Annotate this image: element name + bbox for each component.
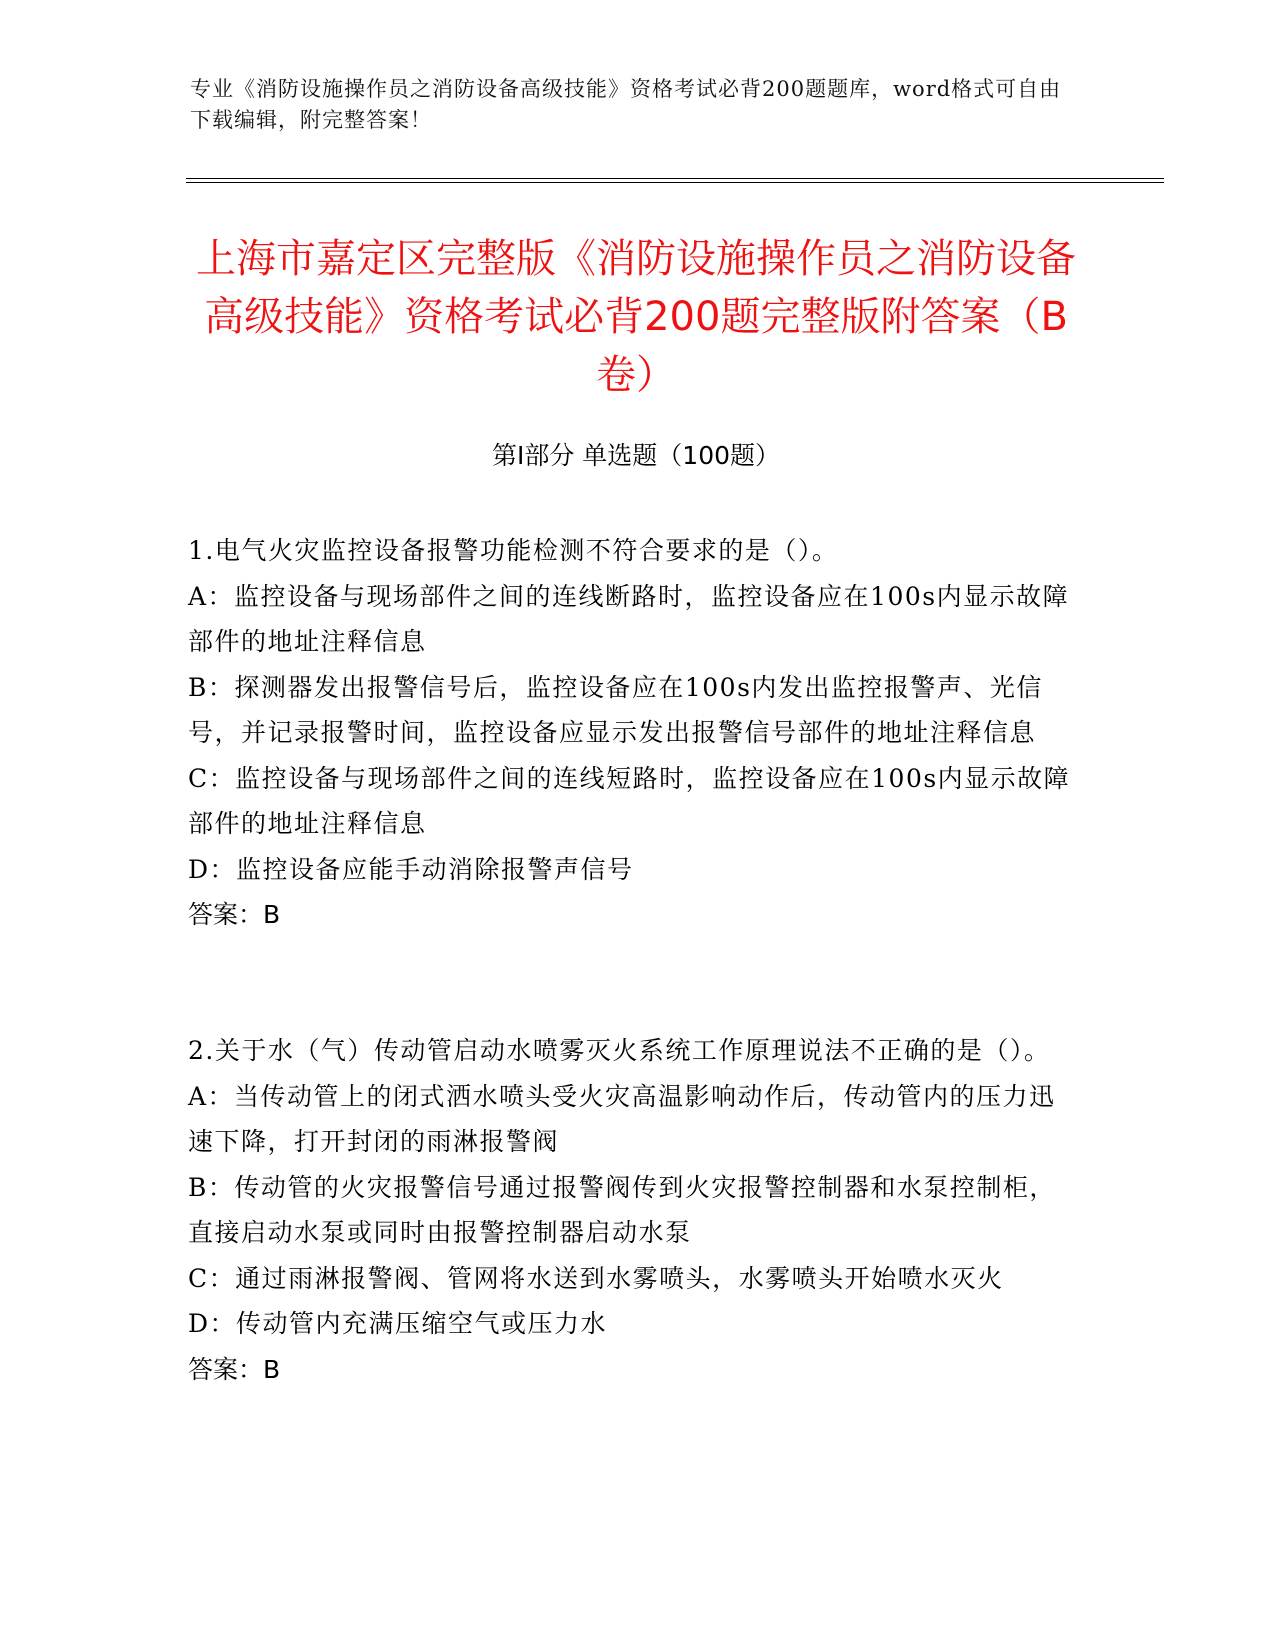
option-b: B：传动管的火灾报警信号通过报警阀传到火灾报警控制器和水泵控制柜，直接启动水泵或同时由报警控制器启动水泵 (188, 1172, 1056, 1247)
answer-label: 答案：B (188, 1354, 281, 1384)
header-divider-bottom (186, 182, 1164, 183)
document-title: 上海市嘉定区完整版《消防设施操作员之消防设备高级技能》资格考试必背200题完整版附答案（B卷） (196, 236, 1076, 398)
option-d: D：监控设备应能手动消除报警声信号 (188, 854, 634, 884)
option-d: D：传动管内充满压缩空气或压力水 (188, 1309, 608, 1338)
section-heading: 第Ⅰ部分 单选题（100题） (491, 441, 781, 470)
question-stem: 1.电气火灾监控设备报警功能检测不符合要求的是（）。 (188, 536, 839, 565)
option-a: A：监控设备与现场部件之间的连线断路时，监控设备应在100s内显示故障部件的地址注释信息 (188, 581, 1070, 656)
option-b: B：探测器发出报警信号后，监控设备应在100s内发出监控报警声、光信号，并记录报警时间，监控设备应显示发出报警信号部件的地址注释信息 (188, 672, 1043, 747)
option-c: C：通过雨淋报警阀、管网将水送到水雾喷头，水雾喷头开始喷水灭火 (188, 1263, 1004, 1293)
answer-label: 答案：B (188, 900, 281, 929)
option-a: A：当传动管上的闭式洒水喷头受火灾高温影响动作后，传动管内的压力迅速下降，打开封闭的雨淋报警阀 (188, 1081, 1056, 1156)
question-stem: 2.关于水（气）传动管启动水喷雾灭火系统工作原理说法不正确的是（）。 (188, 1036, 1051, 1065)
question-2 (188, 1028, 1078, 1392)
header-divider-top (186, 178, 1164, 179)
question-1 (188, 528, 1078, 938)
option-c: C：监控设备与现场部件之间的连线短路时，监控设备应在100s内显示故障部件的地址注释信息 (188, 763, 1071, 838)
header-note: 专业《消防设施操作员之消防设备高级技能》资格考试必背200题题库，word格式可自由下载编辑，附完整答案！ (190, 77, 1062, 132)
